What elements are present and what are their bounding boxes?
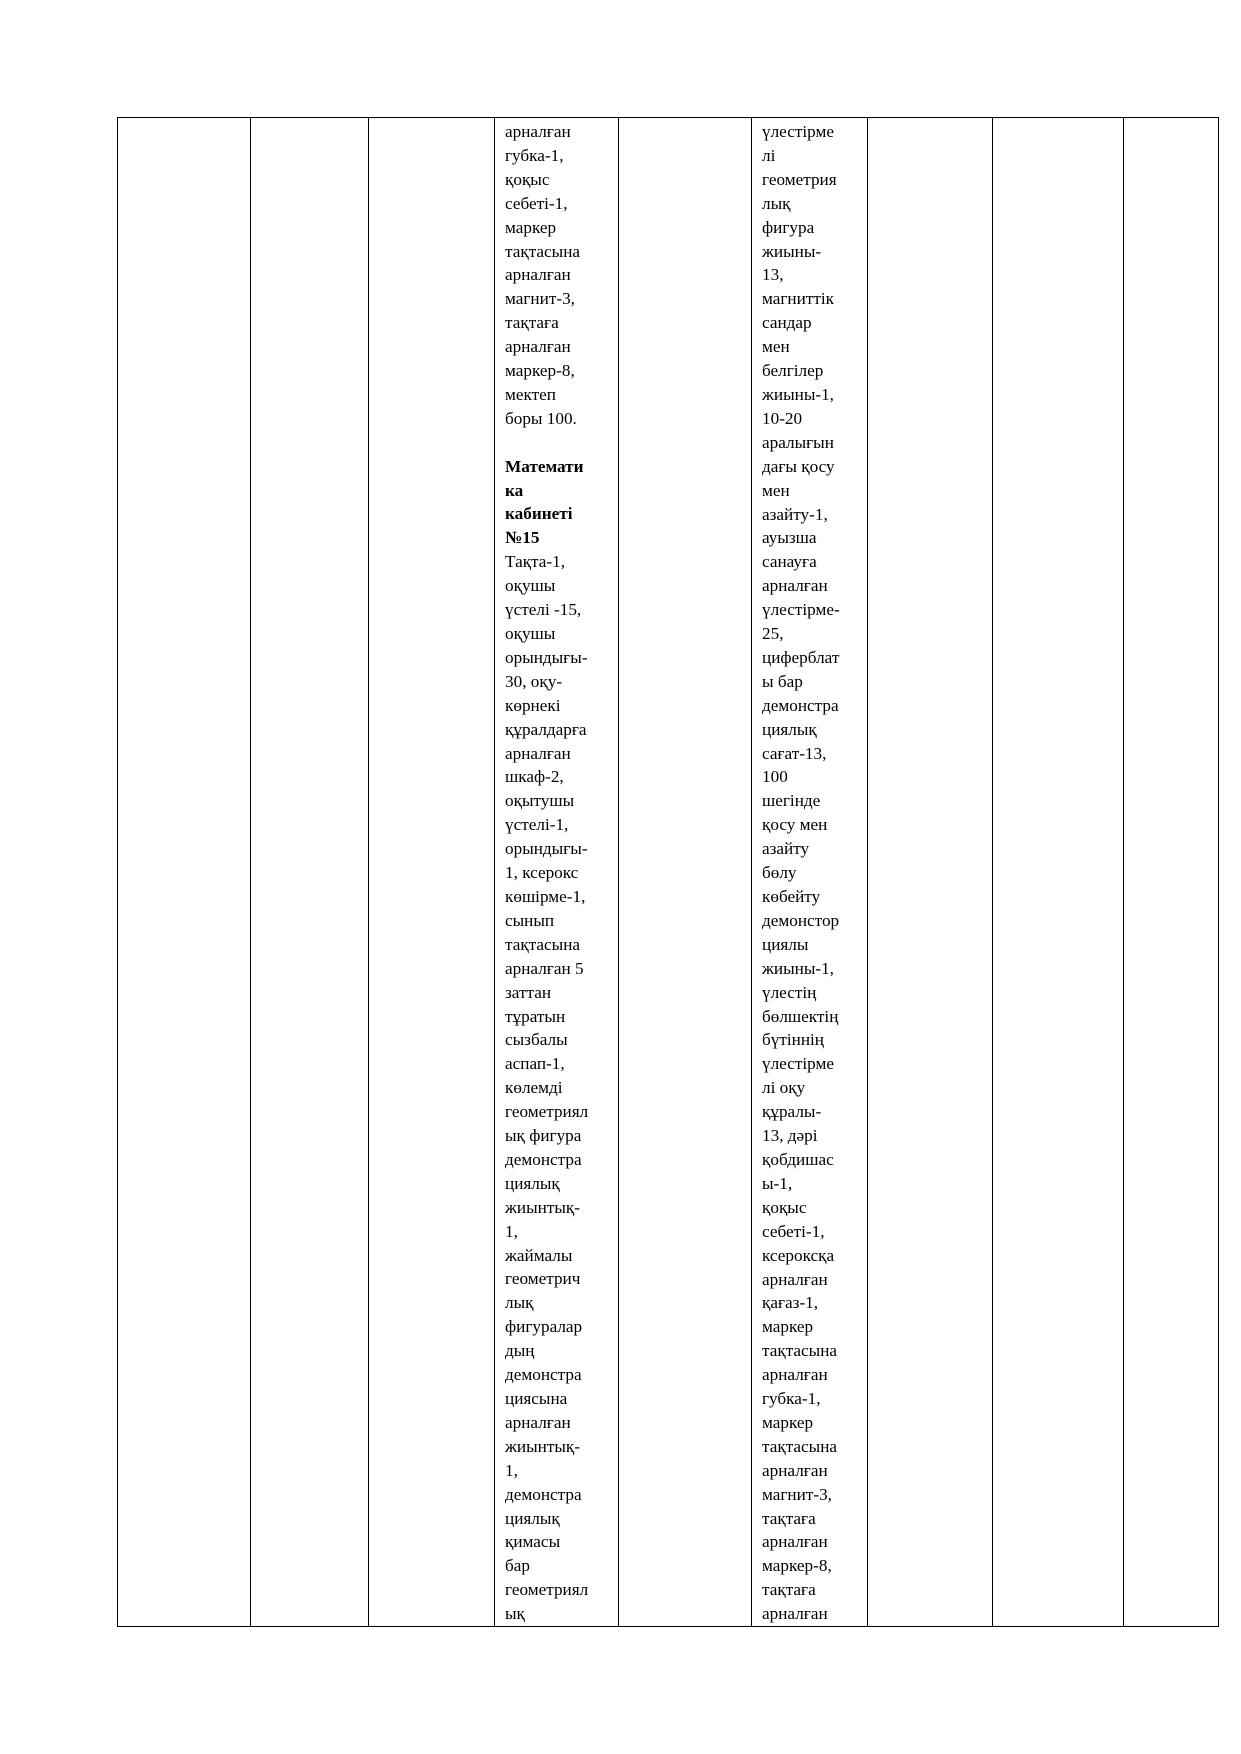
text-line: фигуралар: [505, 1317, 583, 1337]
text-line: демонстра: [505, 1149, 582, 1169]
text-line: орындығы-: [505, 839, 588, 859]
table-cell-col1: [118, 118, 251, 1627]
text-line: маркер: [505, 217, 557, 237]
cabinet-heading-line: ка: [505, 480, 524, 500]
text-line: тақтаға: [762, 1508, 816, 1528]
text-line: мен: [762, 480, 790, 500]
text-line: көбейту: [762, 887, 821, 906]
text-line: демонстра: [505, 1484, 582, 1504]
text-line: құралы-: [762, 1102, 822, 1122]
text-line: сынып: [505, 910, 555, 930]
text-line: аспап-1,: [505, 1054, 565, 1074]
equipment-list-text: [495, 118, 618, 1626]
text-line: магнит-3,: [505, 289, 575, 309]
text-line: мен: [762, 337, 790, 357]
text-line: арналған: [762, 1460, 828, 1480]
text-line: үлестірме-: [762, 600, 840, 620]
text-line: жиыны-: [762, 241, 822, 261]
text-line: ауызша: [762, 528, 817, 548]
text-line: қимасы: [505, 1532, 561, 1552]
text-line: 13,: [762, 265, 784, 285]
text-line: үстелі-1,: [505, 815, 569, 835]
text-line: сызбалы: [505, 1030, 568, 1050]
text-line: көшірме-1,: [505, 886, 586, 906]
text-line: 30, оқу-: [505, 671, 563, 691]
table-cell-col9: [1124, 118, 1219, 1627]
text-line: Тақта-1,: [505, 552, 566, 572]
text-line: 1, ксерокс: [505, 863, 579, 883]
text-line: көлемді: [505, 1078, 563, 1098]
text-line: 25,: [762, 624, 784, 644]
text-line: тақтаға: [762, 1580, 816, 1600]
text-line: демонстра: [505, 1365, 582, 1385]
text-line: геометриял: [505, 1580, 589, 1600]
table-cell-col8: [993, 118, 1124, 1627]
text-line: тақтасына: [505, 241, 581, 261]
text-line: магниттік: [762, 289, 834, 309]
text-line: жиынтық-: [505, 1197, 580, 1217]
text-line: тақтаға: [505, 313, 559, 333]
text-line: құралдарға: [505, 719, 587, 739]
text-line: бар: [505, 1556, 530, 1576]
text-line: ық фигура: [505, 1126, 582, 1146]
table-cell-col2: [251, 118, 369, 1627]
text-line: геометриял: [505, 1102, 589, 1122]
text-line: лі оқу: [762, 1078, 806, 1098]
text-line: 10-20: [762, 408, 803, 428]
table-cell-col5: [619, 118, 752, 1627]
text-line: оқушы: [505, 624, 556, 644]
text-line: лі: [762, 145, 776, 165]
table-cell-col3: [369, 118, 495, 1627]
text-line: 13, дәрі: [762, 1126, 818, 1146]
text-line: азайту: [762, 839, 810, 859]
equipment-table: [117, 117, 1219, 1627]
text-line: 100: [762, 767, 788, 787]
text-line: қоқыс: [762, 1197, 807, 1217]
text-line: фигура: [762, 217, 815, 237]
text-line: сандар: [762, 313, 812, 333]
text-line: шкаф-2,: [505, 767, 564, 787]
text-line: циялы: [762, 934, 809, 954]
text-line: тақтасына: [505, 934, 581, 954]
text-line: демонстор: [762, 910, 840, 930]
text-line: арналған 5: [505, 958, 584, 978]
text-line: циялық: [505, 1508, 560, 1528]
text-line: ы-1,: [762, 1173, 793, 1193]
text-line: оқушы: [505, 576, 556, 596]
text-line: бүтіннің: [762, 1030, 824, 1050]
table-row: [118, 118, 1219, 1627]
text-line: ксероксқа: [762, 1245, 835, 1265]
text-line: ы бар: [762, 671, 803, 691]
text-line: циялық: [505, 1173, 560, 1193]
text-line: арналған: [505, 265, 571, 285]
text-line: үстелі -15,: [505, 600, 582, 620]
text-line: магнит-3,: [762, 1484, 832, 1504]
text-line: 1,: [505, 1221, 518, 1241]
cabinet-heading-line: кабинеті: [505, 504, 573, 524]
text-line: боры 100.: [505, 408, 577, 428]
text-line: жиыны-1,: [762, 958, 834, 978]
text-line: тақтасына: [762, 1436, 838, 1456]
text-line: ық: [505, 1604, 525, 1624]
text-line: орындығы-: [505, 647, 588, 667]
text-line: себеті-1,: [505, 193, 568, 213]
text-line: үлестірме: [762, 1054, 834, 1074]
text-line: санауға: [762, 552, 817, 572]
text-line: мектеп: [505, 384, 556, 404]
text-line: арналған: [762, 1604, 828, 1624]
text-line: қоқыс: [505, 169, 550, 189]
text-line: циферблат: [762, 647, 840, 667]
text-line: губка-1,: [762, 1389, 821, 1409]
text-line: циялық: [762, 719, 817, 739]
text-line: аралығын: [762, 432, 834, 452]
text-line: демонстра: [762, 695, 839, 715]
text-line: қағаз-1,: [762, 1293, 819, 1313]
text-line: қобдишас: [762, 1149, 834, 1169]
table-cell-col6: [752, 118, 868, 1627]
text-line: геометрич: [505, 1269, 581, 1289]
text-line: [505, 431, 618, 455]
text-line: бөлу: [762, 863, 797, 883]
text-line: арналған: [762, 1269, 828, 1289]
text-line: маркер: [762, 1317, 814, 1337]
text-line: арналған: [762, 1365, 828, 1385]
text-line: геометрия: [762, 169, 837, 189]
text-line: арналған: [762, 576, 828, 596]
text-line: көрнекі: [505, 695, 561, 715]
text-line: бөлшектің: [762, 1006, 839, 1026]
text-line: маркер: [762, 1412, 814, 1432]
text-line: дың: [505, 1341, 535, 1361]
text-line: арналған: [762, 1532, 828, 1552]
text-line: себеті-1,: [762, 1221, 825, 1241]
text-line: үлестірме: [762, 122, 834, 141]
text-line: заттан: [505, 982, 552, 1002]
text-line: жаймалы: [505, 1245, 573, 1265]
text-line: арналған: [505, 743, 571, 763]
text-line: оқытушы: [505, 791, 575, 811]
text-line: лық: [505, 1293, 534, 1313]
text-line: қосу мен: [762, 815, 828, 835]
table-cell-col4: [495, 118, 619, 1627]
text-line: маркер-8,: [505, 361, 575, 381]
text-line: жиынтық-: [505, 1436, 580, 1456]
text-line: арналған: [505, 1412, 571, 1432]
text-line: тұратын: [505, 1006, 566, 1026]
cabinet-heading-line: №15: [505, 528, 540, 548]
text-line: 1,: [505, 1460, 518, 1480]
text-line: тақтасына: [762, 1341, 838, 1361]
text-line: лық: [762, 193, 791, 213]
text-line: жиыны-1,: [762, 384, 834, 404]
text-line: дағы қосу: [762, 456, 835, 476]
text-line: арналған: [505, 122, 571, 141]
table-cell-col7: [868, 118, 993, 1627]
text-line: губка-1,: [505, 145, 564, 165]
text-line: маркер-8,: [762, 1556, 832, 1576]
text-line: сағат-13,: [762, 743, 827, 763]
text-line: белгілер: [762, 361, 824, 381]
text-line: арналған: [505, 337, 571, 357]
cabinet-heading-line: Математи: [505, 456, 584, 476]
text-line: азайту-1,: [762, 504, 828, 524]
text-line: циясына: [505, 1389, 568, 1409]
text-line: үлестің: [762, 982, 817, 1002]
text-line: шегінде: [762, 791, 821, 811]
equipment-list-text-continued: [752, 118, 867, 1626]
